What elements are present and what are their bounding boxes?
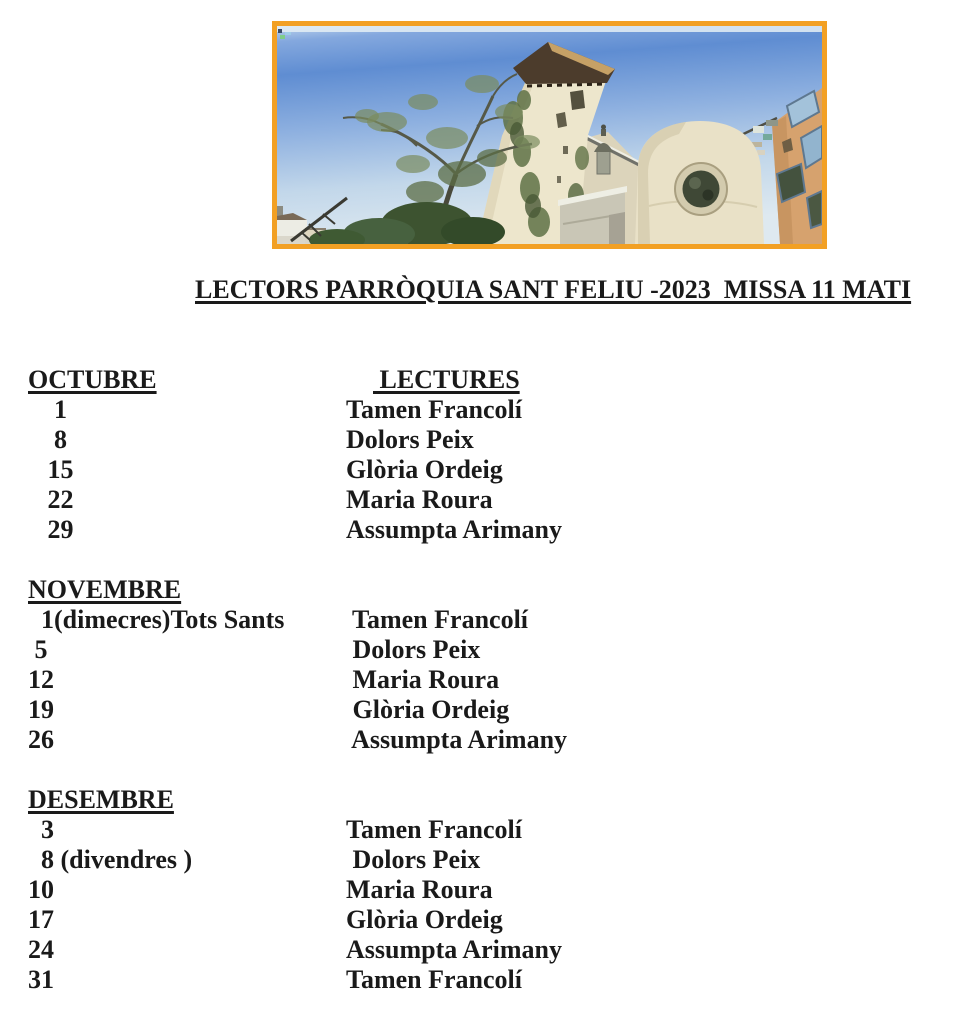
month-section-desembre [28, 785, 562, 995]
lector-name: Glòria Ordeig [346, 455, 503, 484]
month-header: NOVEMBRE [28, 575, 182, 604]
lector-date: 19 [28, 695, 54, 724]
lector-name: Tamen Francolí [346, 965, 522, 994]
lector-date: 31 [28, 965, 54, 994]
lector-date: 8 (divendres ) [28, 845, 193, 874]
month-section-novembre [28, 575, 567, 755]
lector-date: 12 [28, 665, 54, 694]
lector-name: Dolors Peix [346, 845, 481, 874]
lector-name: Maria Roura [346, 485, 493, 514]
lector-row [28, 485, 562, 515]
lector-name: Dolors Peix [346, 425, 474, 454]
lector-date: 8 [28, 425, 67, 454]
section-header-row [28, 785, 562, 815]
lector-name: Glòria Ordeig [346, 905, 503, 934]
lector-row [28, 425, 562, 455]
lector-name: Tamen Francolí [346, 815, 522, 844]
lector-row [28, 455, 562, 485]
page-title: LECTORS PARRÒQUIA SANT FELIU -2023 MISSA 11 MATI [195, 275, 912, 304]
lector-date: 5 [28, 635, 48, 664]
church-photo-picture [277, 26, 822, 244]
lector-row [28, 665, 567, 695]
month-header: OCTUBRE [28, 365, 157, 394]
lector-date: 29 [28, 515, 74, 544]
section-header-row [28, 365, 562, 395]
lector-name: Assumpta Arimany [346, 935, 562, 964]
lector-name: Assumpta Arimany [346, 725, 568, 754]
lector-row [28, 935, 562, 965]
lector-date: 1 [28, 395, 67, 424]
lector-row [28, 965, 562, 995]
lectures-header: LECTURES [373, 365, 520, 394]
lector-name: Tamen Francolí [346, 605, 529, 634]
lector-date: 3 [28, 815, 54, 844]
lector-row [28, 695, 567, 725]
lector-name: Glòria Ordeig [346, 695, 510, 724]
lector-name: Dolors Peix [346, 635, 481, 664]
lector-row [28, 845, 562, 875]
lector-row [28, 725, 567, 755]
lector-date: 17 [28, 905, 54, 934]
lector-row [28, 515, 562, 545]
lector-row [28, 395, 562, 425]
lector-row [28, 905, 562, 935]
lector-row [28, 875, 562, 905]
lector-date: 24 [28, 935, 54, 964]
lector-date: 15 [28, 455, 74, 484]
month-header: DESEMBRE [28, 785, 174, 814]
section-header-row [28, 575, 567, 605]
lector-name: Tamen Francolí [346, 395, 522, 424]
lector-date: 10 [28, 875, 54, 904]
month-section-octubre [28, 365, 562, 545]
lector-date: 1(dimecres)Tots Sants [28, 605, 285, 634]
lector-name: Assumpta Arimany [346, 515, 562, 544]
lector-row [28, 635, 567, 665]
lector-date: 26 [28, 725, 54, 754]
lector-row [28, 815, 562, 845]
lector-row [28, 605, 567, 635]
lector-date: 22 [28, 485, 74, 514]
apse-rose-window [635, 121, 764, 244]
lector-name: Maria Roura [346, 665, 500, 694]
church-photo [272, 21, 827, 249]
lector-name: Maria Roura [346, 875, 493, 904]
